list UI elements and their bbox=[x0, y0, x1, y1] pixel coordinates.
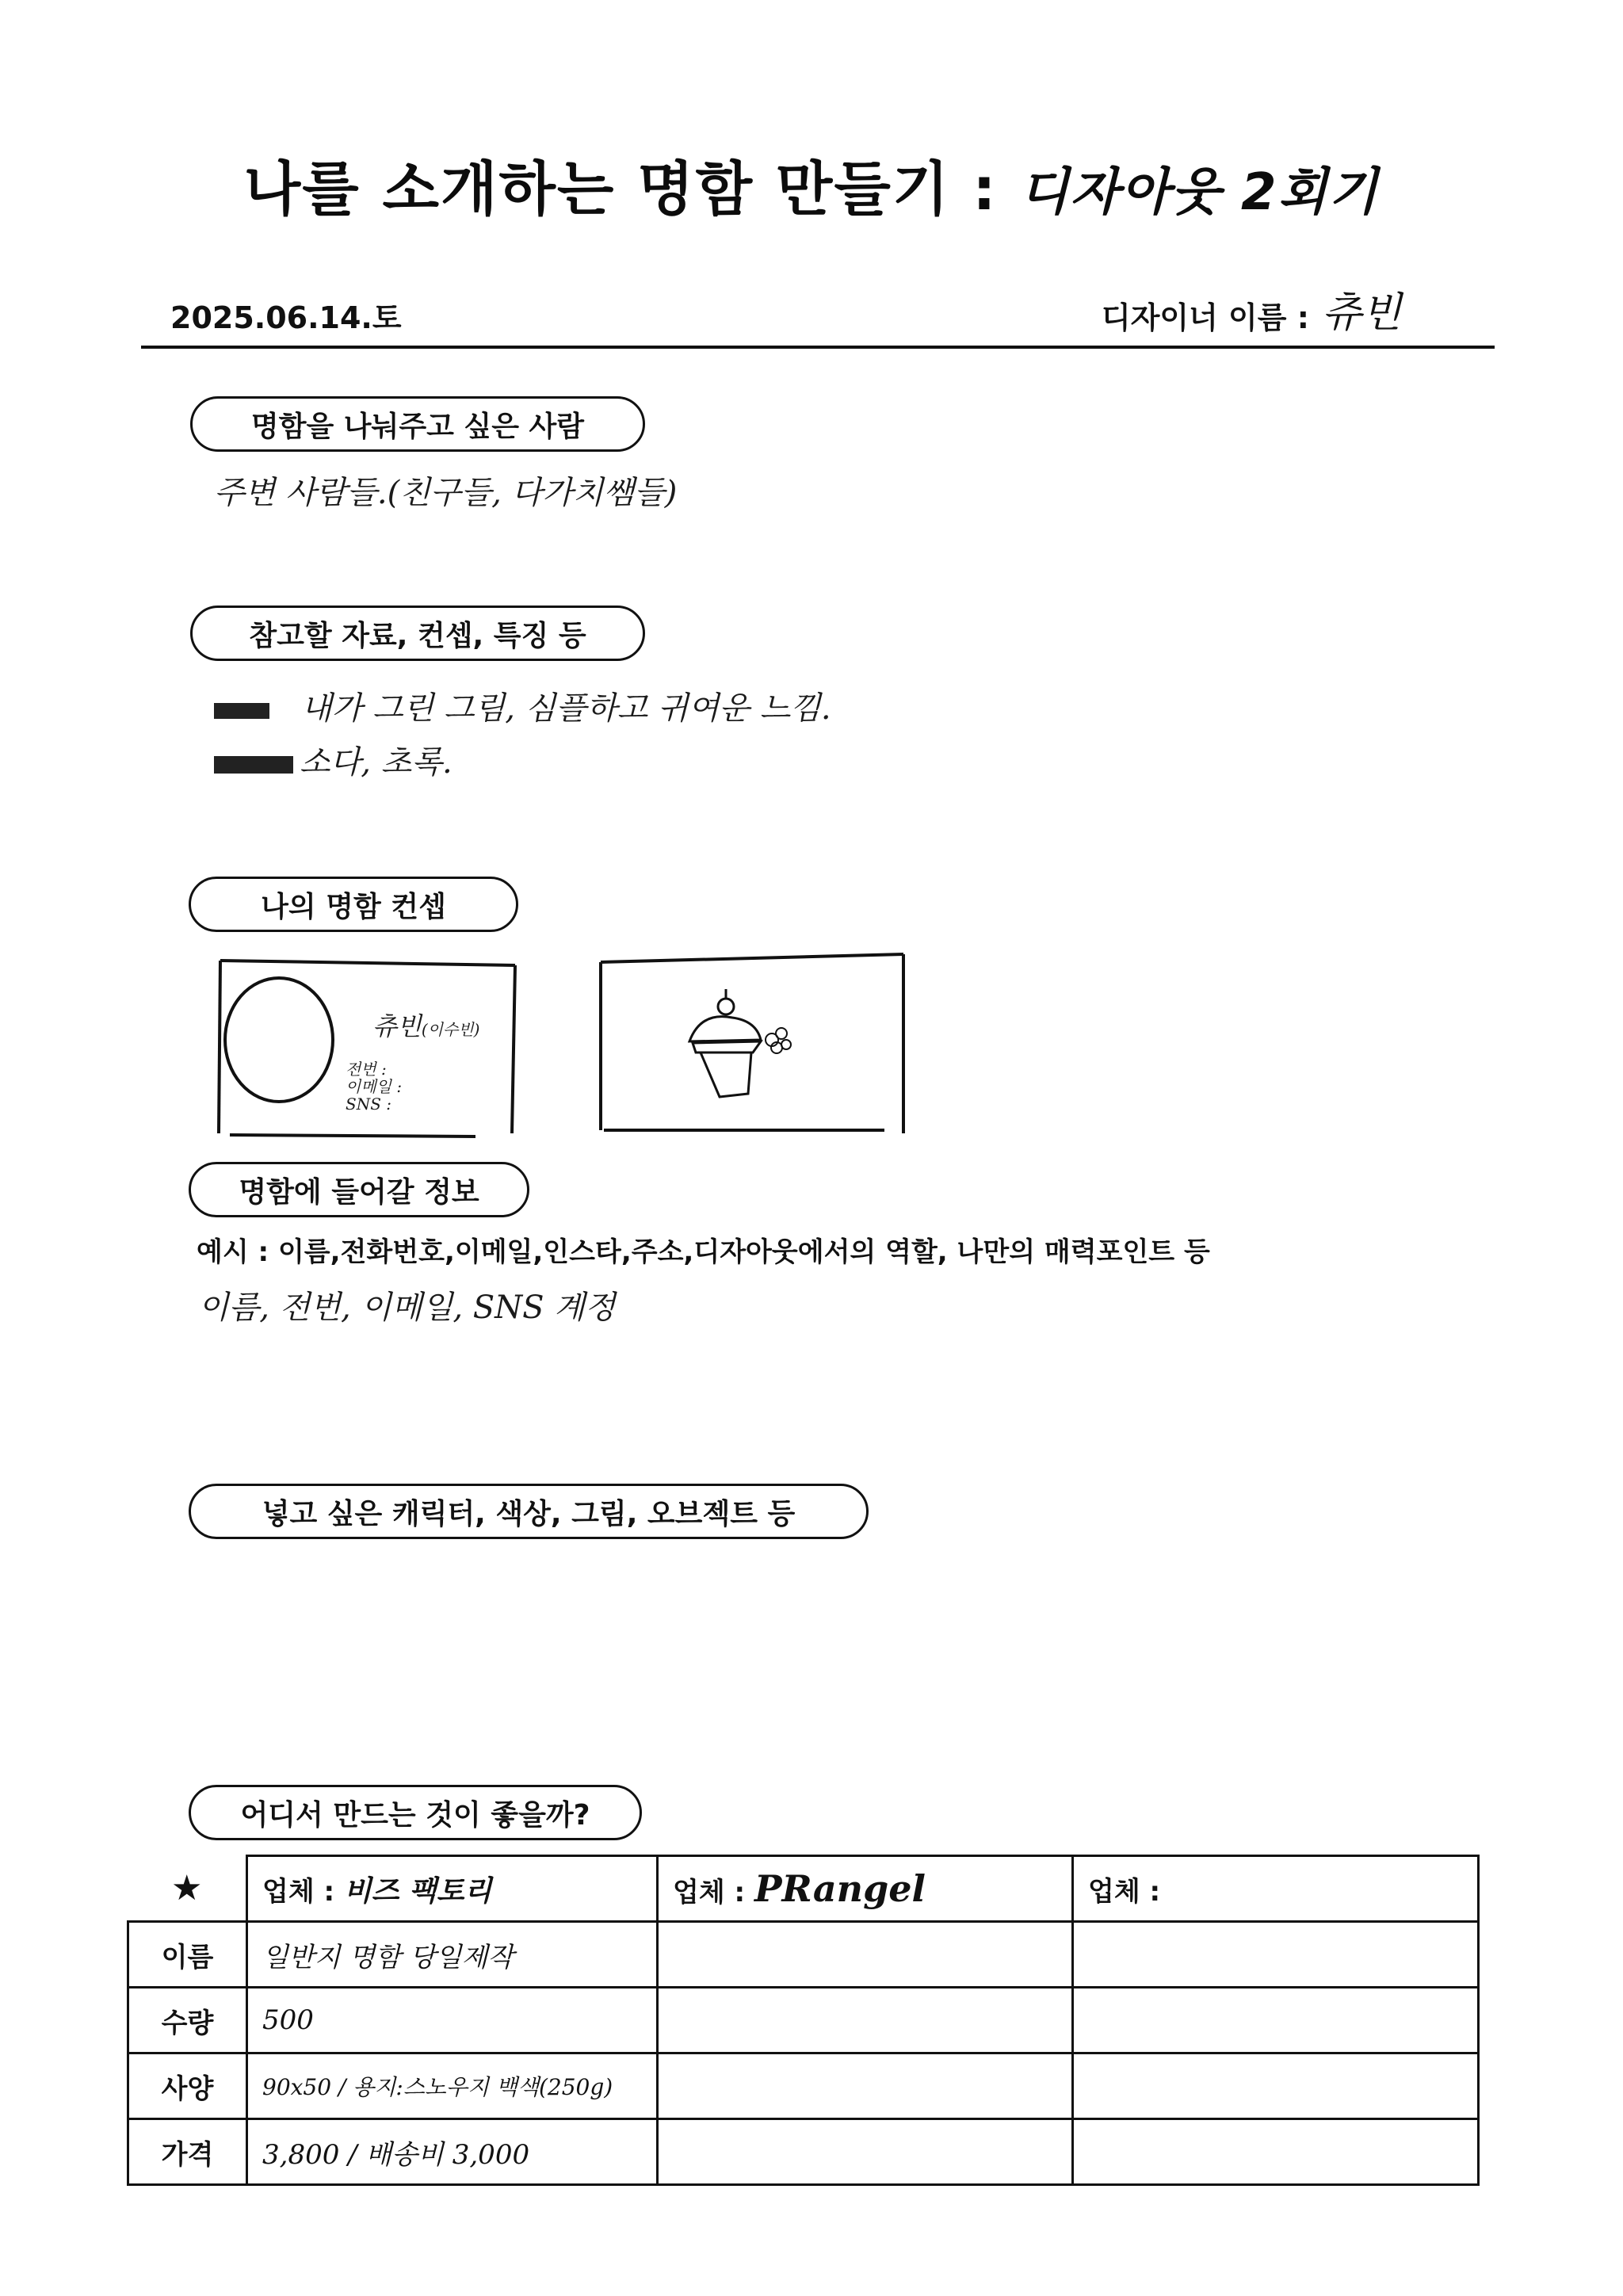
table-cell bbox=[1073, 2119, 1479, 2185]
concept-front-fields bbox=[346, 1060, 402, 1113]
references-answer-2: 소다, 초록. bbox=[300, 744, 453, 781]
table-cell: 3,800 / 배송비 3,000 bbox=[247, 2119, 658, 2185]
table-cell: 90x50 / 용지:스노우지 백색(250g) bbox=[247, 2053, 658, 2119]
vendor-header bbox=[658, 1856, 1073, 1922]
table-cell bbox=[1073, 1988, 1479, 2053]
date: 2025.06.14.토 bbox=[170, 300, 402, 335]
soda-cup-icon bbox=[689, 989, 761, 1097]
title-main: 나를 소개하는 명함 만들기 : bbox=[243, 155, 998, 223]
section-elements-label: 넣고 싶은 캐릭터, 색상, 그림, 오브젝트 등 bbox=[189, 1484, 869, 1539]
table-cell bbox=[658, 1988, 1073, 2053]
title-sub: 디자아웃 2회기 bbox=[1019, 163, 1380, 222]
flower-icon bbox=[766, 1028, 791, 1053]
designer-name: 츄빈 bbox=[1322, 289, 1402, 337]
scribble-mark bbox=[214, 703, 269, 719]
card-back-sketch bbox=[593, 951, 910, 1138]
table-cell: 일반지 명함 당일제작 bbox=[247, 1922, 658, 1988]
row-label: 이름 bbox=[128, 1922, 247, 1988]
info-example: 예시 : 이름,전화번호,이메일,인스타,주소,디자아웃에서의 역할, 나만의 매력포인트 등 bbox=[197, 1236, 1210, 1268]
vendor-name: PRangel bbox=[754, 1867, 926, 1910]
info-answer: 이름, 전번, 이메일, SNS 계정 bbox=[198, 1289, 616, 1326]
star-icon: ★ bbox=[128, 1856, 247, 1922]
section-recipients-label: 명함을 나눠주고 싶은 사람 bbox=[190, 396, 645, 452]
table-cell bbox=[1073, 2053, 1479, 2119]
table-cell: 500 bbox=[247, 1988, 658, 2053]
card-front-sketch bbox=[212, 953, 521, 1143]
table-row bbox=[128, 2119, 1479, 2185]
table-cell bbox=[658, 1922, 1073, 1988]
vendor-name: 비즈 팩토리 bbox=[343, 1874, 492, 1908]
designer-label: 디자이너 이름 : bbox=[1102, 300, 1309, 335]
section-where-label: 어디서 만드는 것이 좋을까? bbox=[189, 1785, 642, 1840]
front-name-sub: (이수빈) bbox=[421, 1020, 480, 1039]
table-cell bbox=[658, 2119, 1073, 2185]
row-label: 사양 bbox=[128, 2053, 247, 2119]
table-header-row bbox=[128, 1856, 1479, 1922]
section-references-label: 참고할 자료, 컨셉, 특징 등 bbox=[190, 606, 645, 661]
table-row bbox=[128, 2053, 1479, 2119]
section-concept-label: 나의 명함 컨셉 bbox=[189, 877, 518, 932]
table-cell bbox=[658, 2053, 1073, 2119]
row-label: 수량 bbox=[128, 1988, 247, 2053]
references-answer-1: 내가 그린 그림, 심플하고 귀여운 느낌. bbox=[301, 690, 831, 727]
front-field: SNS : bbox=[346, 1095, 391, 1114]
table-row bbox=[128, 1922, 1479, 1988]
concept-front-name bbox=[372, 1007, 479, 1043]
front-field: 이메일 : bbox=[346, 1077, 403, 1096]
row-label: 가격 bbox=[128, 2119, 247, 2185]
section-info-label: 명함에 들어갈 정보 bbox=[189, 1162, 529, 1217]
header-divider bbox=[141, 346, 1495, 349]
references-line-1 bbox=[214, 683, 831, 728]
front-field: 전번 : bbox=[346, 1060, 387, 1079]
vendor-prefix: 업체 : bbox=[262, 1875, 335, 1908]
table-row bbox=[128, 1988, 1479, 2053]
vendor-table bbox=[127, 1855, 1480, 2186]
recipients-answer: 주변 사람들.(친구들, 다가치쌤들) bbox=[214, 475, 678, 511]
scribble-mark bbox=[214, 756, 293, 774]
profile-circle bbox=[225, 978, 333, 1102]
vendor-header bbox=[247, 1856, 658, 1922]
references-line-2 bbox=[214, 737, 453, 782]
vendor-prefix: 업체 : bbox=[673, 1877, 746, 1908]
table-cell bbox=[1073, 1922, 1479, 1988]
front-name: 츄빈 bbox=[372, 1011, 422, 1041]
vendor-prefix: 업체 : bbox=[1088, 1875, 1161, 1908]
vendor-header bbox=[1073, 1856, 1479, 1922]
page-title bbox=[0, 143, 1623, 227]
